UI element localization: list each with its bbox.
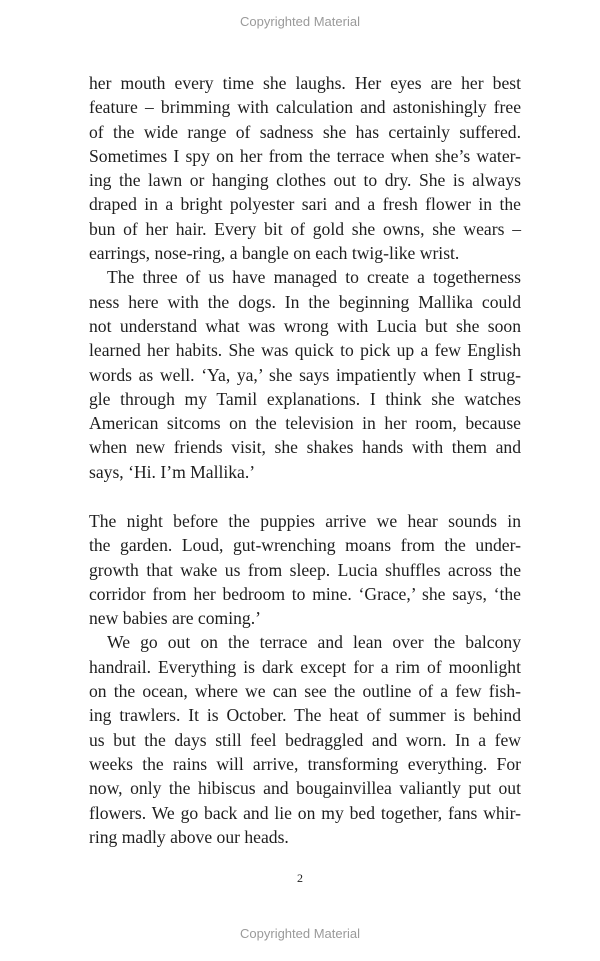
text-line: ing the lawn or hanging clothes out to dry. She is always bbox=[89, 170, 521, 191]
text-line: flowers. We go back and lie on my bed together, fans whir- bbox=[89, 802, 521, 823]
text-line: us but the days still feel bedraggled and worn. In a few bbox=[89, 729, 521, 750]
paragraph-continuation bbox=[89, 71, 521, 265]
text-line: says, ‘Hi. I’m Mallika.’ bbox=[89, 461, 256, 482]
text-line: growth that wake us from sleep. Lucia shuffles across the bbox=[89, 559, 521, 580]
text-line: earrings, nose-ring, a bangle on each twig-like wrist. bbox=[89, 243, 460, 264]
text-line: We go out on the terrace and lean over the balcony bbox=[107, 632, 521, 653]
text-line: words as well. ‘Ya, ya,’ she says impatiently when I strug- bbox=[89, 364, 521, 385]
text-line: feature – brimming with calculation and astonishingly free bbox=[89, 97, 521, 118]
paragraph-night-before bbox=[89, 509, 521, 630]
text-line: of the wide range of sadness she has certainly suffered. bbox=[89, 121, 521, 142]
text-line: ring madly above our heads. bbox=[89, 826, 289, 847]
text-line: not understand what was wrong with Lucia but she soon bbox=[89, 315, 521, 336]
text-line: ing trawlers. It is October. The heat of summer is behind bbox=[89, 705, 521, 726]
text-line: weeks the rains will arrive, transforming everything. For bbox=[89, 753, 521, 774]
text-line: handrail. Everything is dark except for a rim of moonlight bbox=[89, 656, 521, 677]
copyright-watermark-top: Copyrighted Material bbox=[240, 14, 360, 29]
text-line: new babies are coming.’ bbox=[89, 608, 261, 629]
paragraph-togetherness bbox=[89, 265, 521, 484]
text-line: The night before the puppies arrive we hear sounds in bbox=[89, 511, 521, 531]
text-line: gle through my Tamil explanations. I think she watches bbox=[89, 388, 521, 409]
section-2-text bbox=[89, 509, 521, 849]
text-line: the garden. Loud, gut-wrenching moans from the under- bbox=[89, 535, 521, 556]
text-line: bun of her hair. Every bit of gold she owns, she wears – bbox=[89, 218, 521, 239]
text-line: draped in a bright polyester sari and a fresh flower in the bbox=[89, 194, 521, 215]
text-line: American sitcoms on the television in her room, because bbox=[89, 413, 521, 434]
text-line: The three of us have managed to create a togetherness bbox=[107, 267, 521, 288]
text-line: Sometimes I spy on her from the terrace when she’s water- bbox=[89, 145, 521, 166]
text-line: learned her habits. She was quick to pick up a few English bbox=[89, 340, 521, 361]
text-line: now, only the hibiscus and bougainvillea valiantly put out bbox=[89, 778, 521, 799]
copyright-watermark-bottom: Copyrighted Material bbox=[240, 926, 360, 941]
text-line: ness here with the dogs. In the beginning Mallika could bbox=[89, 291, 521, 312]
text-line: her mouth every time she laughs. Her eyes are her best bbox=[89, 73, 521, 93]
text-line: corridor from her bedroom to mine. ‘Grace,’ she says, ‘the bbox=[89, 583, 521, 604]
paragraph-terrace bbox=[89, 630, 521, 849]
text-line: on the ocean, where we can see the outline of a few fish- bbox=[89, 681, 521, 702]
text-line: when new friends visit, she shakes hands with them and bbox=[89, 437, 521, 458]
section-1-text bbox=[89, 71, 521, 484]
page-number: 2 bbox=[297, 871, 303, 885]
